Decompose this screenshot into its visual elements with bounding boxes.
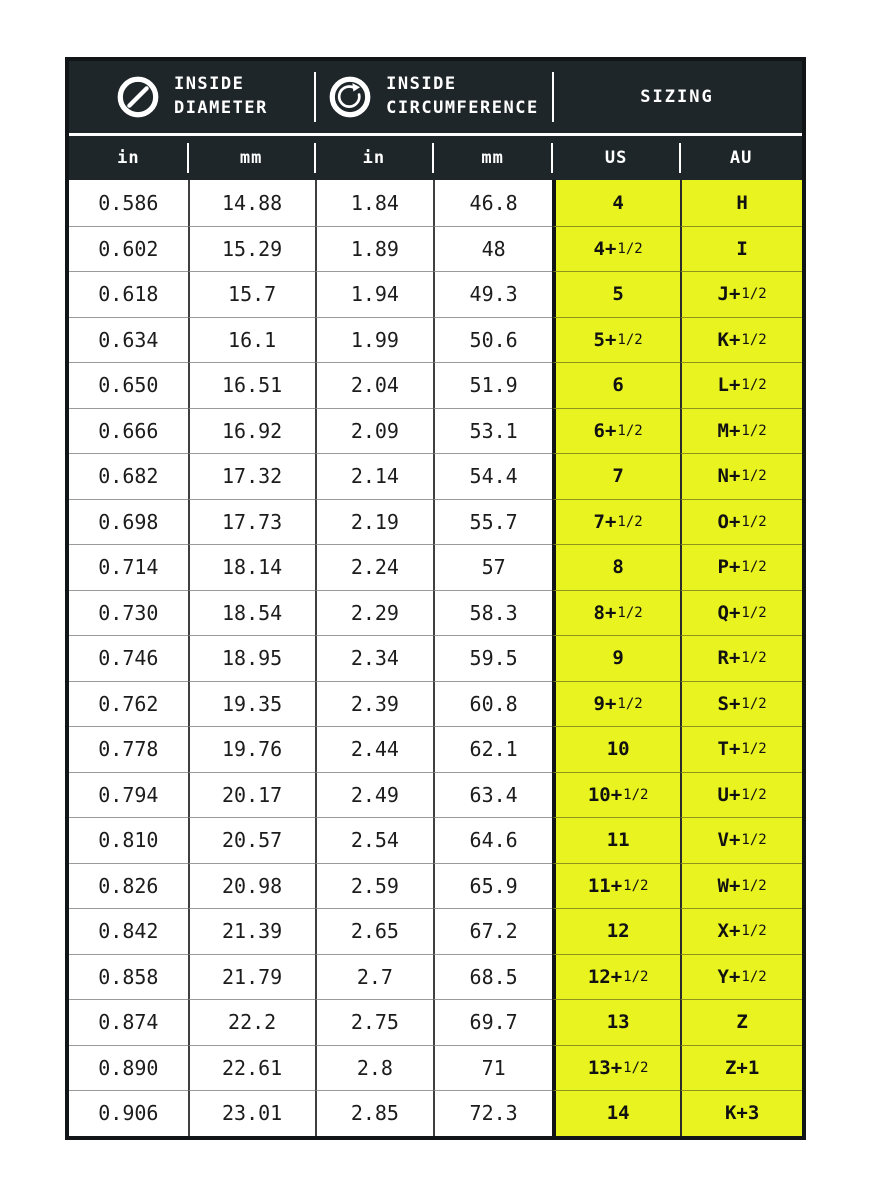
- size-cell: X+ 1/2: [680, 908, 802, 954]
- inside-diameter-label: INSIDE DIAMETER: [173, 74, 268, 118]
- header-group-divider: [552, 72, 554, 122]
- measure-cell: 2.59: [315, 863, 434, 909]
- size-cell: W+ 1/2: [680, 863, 802, 909]
- table-row: [69, 271, 802, 317]
- table-row: [69, 226, 802, 272]
- measure-cell: 2.65: [315, 908, 434, 954]
- measure-cell: 22.61: [188, 1045, 315, 1091]
- measure-cell: 0.810: [69, 817, 188, 863]
- measure-cell: 65.9: [433, 863, 552, 909]
- measure-cell: 49.3: [433, 271, 552, 317]
- measure-cell: 2.24: [315, 544, 434, 590]
- measure-cell: 19.76: [188, 726, 315, 772]
- measure-cell: 2.09: [315, 408, 434, 454]
- size-cell: Z: [680, 999, 802, 1045]
- table-row: [69, 1090, 802, 1136]
- size-cell: 12: [552, 908, 680, 954]
- measure-cell: 22.2: [188, 999, 315, 1045]
- measure-cell: 17.73: [188, 499, 315, 545]
- size-cell: N+ 1/2: [680, 453, 802, 499]
- size-cell: I: [680, 226, 802, 272]
- size-cell: 4+ 1/2: [552, 226, 680, 272]
- measure-cell: 1.89: [315, 226, 434, 272]
- inside-circumference-label: INSIDE CIRCUMFERENCE: [386, 74, 539, 118]
- group-header-row: [69, 61, 802, 133]
- size-cell: 13+ 1/2: [552, 1045, 680, 1091]
- header-inside-circumference: [314, 61, 552, 133]
- size-cell: 6+ 1/2: [552, 408, 680, 454]
- measure-cell: 59.5: [433, 635, 552, 681]
- size-cell: 9: [552, 635, 680, 681]
- size-cell: L+ 1/2: [680, 362, 802, 408]
- measure-cell: 46.8: [433, 180, 552, 226]
- column-header-mm: mm: [188, 136, 315, 180]
- size-cell: 6: [552, 362, 680, 408]
- table-row: [69, 954, 802, 1000]
- measure-cell: 68.5: [433, 954, 552, 1000]
- measure-cell: 20.98: [188, 863, 315, 909]
- size-cell: 9+ 1/2: [552, 681, 680, 727]
- measure-cell: 2.14: [315, 453, 434, 499]
- table-row: [69, 544, 802, 590]
- size-cell: U+ 1/2: [680, 772, 802, 818]
- measure-cell: 2.19: [315, 499, 434, 545]
- size-cell: 14: [552, 1090, 680, 1136]
- measure-cell: 1.99: [315, 317, 434, 363]
- measure-cell: 0.794: [69, 772, 188, 818]
- size-cell: 4: [552, 180, 680, 226]
- measure-cell: 0.714: [69, 544, 188, 590]
- measure-cell: 0.746: [69, 635, 188, 681]
- measure-cell: 55.7: [433, 499, 552, 545]
- table-row: [69, 681, 802, 727]
- measure-cell: 19.35: [188, 681, 315, 727]
- measure-cell: 53.1: [433, 408, 552, 454]
- measure-cell: 15.7: [188, 271, 315, 317]
- size-cell: 11+ 1/2: [552, 863, 680, 909]
- column-header-in: in: [315, 136, 434, 180]
- measure-cell: 16.51: [188, 362, 315, 408]
- sizing-label: SIZING: [640, 87, 714, 107]
- measure-cell: 0.906: [69, 1090, 188, 1136]
- table-row: [69, 999, 802, 1045]
- table-row: [69, 908, 802, 954]
- measure-cell: 0.602: [69, 226, 188, 272]
- size-cell: R+ 1/2: [680, 635, 802, 681]
- measure-cell: 51.9: [433, 362, 552, 408]
- size-cell: K+3: [680, 1090, 802, 1136]
- measure-cell: 63.4: [433, 772, 552, 818]
- size-cell: Y+ 1/2: [680, 954, 802, 1000]
- size-cell: 12+ 1/2: [552, 954, 680, 1000]
- measure-cell: 2.34: [315, 635, 434, 681]
- size-cell: 13: [552, 999, 680, 1045]
- measure-cell: 62.1: [433, 726, 552, 772]
- column-header-au: AU: [680, 136, 802, 180]
- measure-cell: 17.32: [188, 453, 315, 499]
- measure-cell: 72.3: [433, 1090, 552, 1136]
- size-cell: S+ 1/2: [680, 681, 802, 727]
- size-cell: 11: [552, 817, 680, 863]
- measure-cell: 48: [433, 226, 552, 272]
- size-cell: 8: [552, 544, 680, 590]
- size-cell: 10: [552, 726, 680, 772]
- table-row: [69, 1045, 802, 1091]
- measure-cell: 2.49: [315, 772, 434, 818]
- measure-cell: 64.6: [433, 817, 552, 863]
- size-cell: 7+ 1/2: [552, 499, 680, 545]
- measure-cell: 18.54: [188, 590, 315, 636]
- measure-cell: 0.666: [69, 408, 188, 454]
- ring-size-chart: [65, 57, 806, 1140]
- size-cell: Z+1: [680, 1045, 802, 1091]
- measure-cell: 2.7: [315, 954, 434, 1000]
- size-cell: 7: [552, 453, 680, 499]
- measure-cell: 15.29: [188, 226, 315, 272]
- measure-cell: 50.6: [433, 317, 552, 363]
- measure-cell: 20.17: [188, 772, 315, 818]
- size-cell: P+ 1/2: [680, 544, 802, 590]
- measure-cell: 1.84: [315, 180, 434, 226]
- size-cell: V+ 1/2: [680, 817, 802, 863]
- table-row: [69, 453, 802, 499]
- measure-cell: 0.634: [69, 317, 188, 363]
- measure-cell: 54.4: [433, 453, 552, 499]
- measure-cell: 16.92: [188, 408, 315, 454]
- measure-cell: 57: [433, 544, 552, 590]
- table-header: [69, 61, 802, 180]
- measure-cell: 0.842: [69, 908, 188, 954]
- size-cell: M+ 1/2: [680, 408, 802, 454]
- table-row: [69, 863, 802, 909]
- measure-cell: 2.04: [315, 362, 434, 408]
- size-cell: T+ 1/2: [680, 726, 802, 772]
- measure-cell: 0.618: [69, 271, 188, 317]
- size-cell: 10+ 1/2: [552, 772, 680, 818]
- measure-cell: 0.826: [69, 863, 188, 909]
- table-row: [69, 590, 802, 636]
- header-group-divider: [314, 72, 316, 122]
- measure-cell: 58.3: [433, 590, 552, 636]
- size-cell: Q+ 1/2: [680, 590, 802, 636]
- column-header-in: in: [117, 148, 140, 168]
- measure-cell: 0.762: [69, 681, 188, 727]
- table-row: [69, 817, 802, 863]
- measure-cell: 2.8: [315, 1045, 434, 1091]
- measure-cell: 69.7: [433, 999, 552, 1045]
- measure-cell: 0.778: [69, 726, 188, 772]
- column-header-row: [69, 136, 802, 180]
- measure-cell: 0.858: [69, 954, 188, 1000]
- size-cell: J+ 1/2: [680, 271, 802, 317]
- measure-cell: 2.39: [315, 681, 434, 727]
- column-header-mm: mm: [433, 136, 552, 180]
- measure-cell: 71: [433, 1045, 552, 1091]
- size-cell: O+ 1/2: [680, 499, 802, 545]
- table-row: [69, 362, 802, 408]
- measure-cell: 1.94: [315, 271, 434, 317]
- diameter-icon: [115, 74, 161, 120]
- measure-cell: 16.1: [188, 317, 315, 363]
- measure-cell: 2.85: [315, 1090, 434, 1136]
- measure-cell: 0.650: [69, 362, 188, 408]
- table-row: [69, 499, 802, 545]
- size-cell: K+ 1/2: [680, 317, 802, 363]
- measure-cell: 0.698: [69, 499, 188, 545]
- measure-cell: 0.730: [69, 590, 188, 636]
- measure-cell: 2.54: [315, 817, 434, 863]
- size-cell: 5+ 1/2: [552, 317, 680, 363]
- table-row: [69, 180, 802, 226]
- measure-cell: 14.88: [188, 180, 315, 226]
- measure-cell: 0.874: [69, 999, 188, 1045]
- measure-cell: 23.01: [188, 1090, 315, 1136]
- measure-cell: 20.57: [188, 817, 315, 863]
- header-inside-diameter: [69, 61, 314, 133]
- table-row: [69, 408, 802, 454]
- measure-cell: 0.586: [69, 180, 188, 226]
- measure-cell: 21.39: [188, 908, 315, 954]
- size-cell: 8+ 1/2: [552, 590, 680, 636]
- size-cell: H: [680, 180, 802, 226]
- table-row: [69, 772, 802, 818]
- measure-cell: 0.682: [69, 453, 188, 499]
- measure-cell: 60.8: [433, 681, 552, 727]
- column-header-us: US: [552, 136, 680, 180]
- table-row: [69, 726, 802, 772]
- measure-cell: 0.890: [69, 1045, 188, 1091]
- measure-cell: 21.79: [188, 954, 315, 1000]
- measure-cell: 2.29: [315, 590, 434, 636]
- table-body: [69, 180, 802, 1136]
- measure-cell: 2.75: [315, 999, 434, 1045]
- measure-cell: 18.14: [188, 544, 315, 590]
- measure-cell: 2.44: [315, 726, 434, 772]
- size-cell: 5: [552, 271, 680, 317]
- table-row: [69, 635, 802, 681]
- circumference-icon: [327, 74, 373, 120]
- measure-cell: 18.95: [188, 635, 315, 681]
- header-sizing: [552, 61, 802, 133]
- table-row: [69, 317, 802, 363]
- measure-cell: 67.2: [433, 908, 552, 954]
